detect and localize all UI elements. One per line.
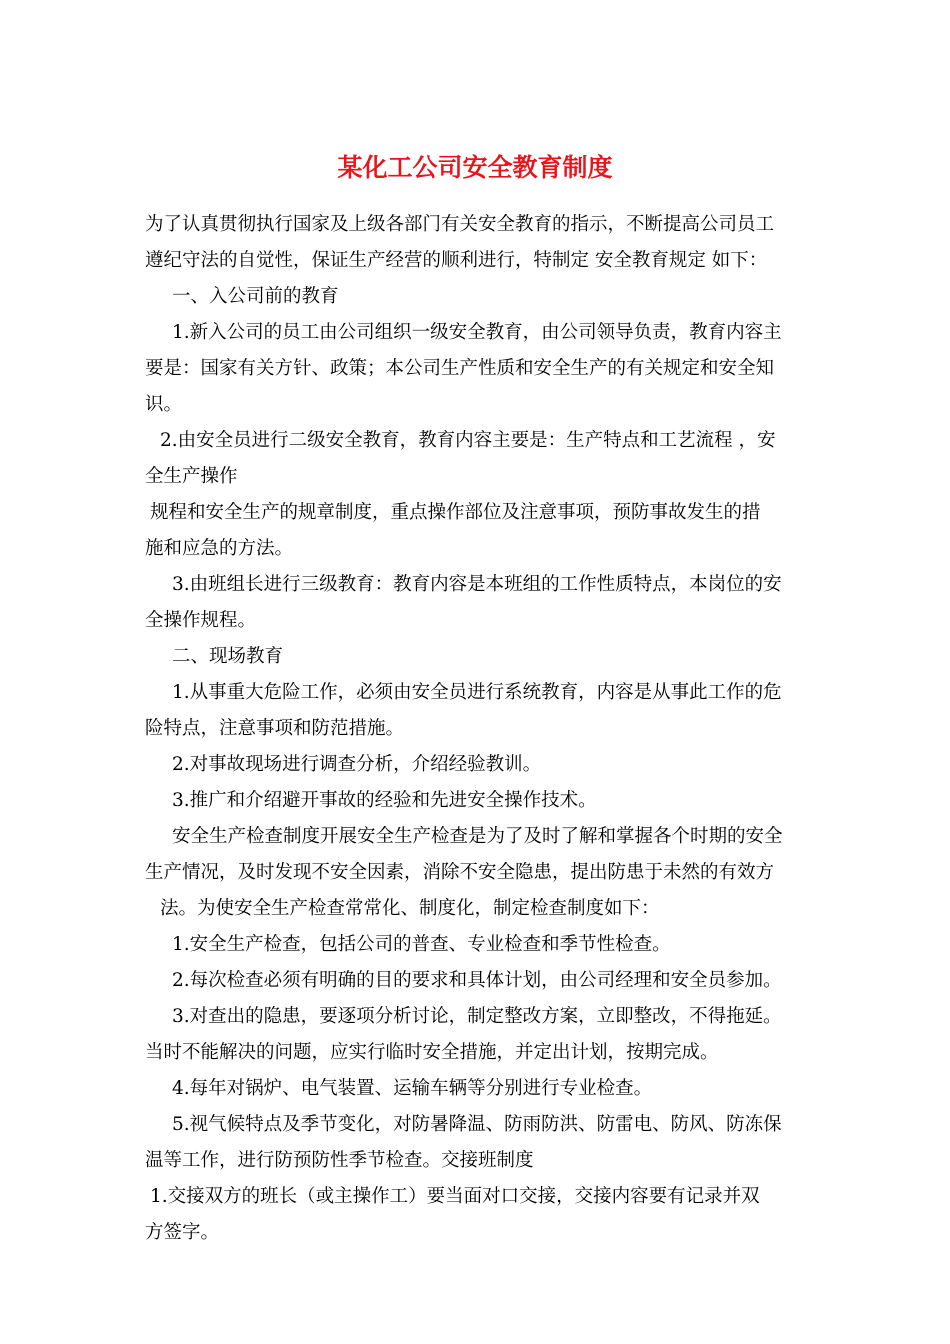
document-title: 某化工公司安全教育制度	[337, 153, 613, 182]
paragraph-line: 1.新入公司的员工由公司组织一级安全教育，由公司领导负责，教育内容主	[172, 322, 782, 343]
paragraph-line: 遵纪守法的自觉性，保证生产经营的顺利进行，特制定 安全教育规定 如下：	[145, 250, 768, 271]
paragraph-line: 3.由班组长进行三级教育：教育内容是本班组的工作性质特点，本岗位的安	[172, 574, 782, 595]
paragraph-line: 2.由安全员进行二级安全教育，教育内容主要是：生产特点和工艺流程 ，安	[160, 430, 776, 451]
paragraph-line: 1.安全生产检查，包括公司的普查、专业检查和季节性检查。	[172, 934, 671, 955]
paragraph-line: 全生产操作	[145, 466, 238, 487]
paragraph-line: 识。	[145, 394, 183, 415]
paragraph-line: 2.对事故现场进行调查分析，介绍经验教训。	[172, 754, 542, 775]
paragraph-line: 3.推广和介绍避开事故的经验和先进安全操作技术。	[172, 790, 597, 811]
paragraph-line: 温等工作，进行防预防性季节检查。交接班制度	[145, 1150, 534, 1171]
paragraph-line: 安全生产检查制度开展安全生产检查是为了及时了解和掌握各个时期的安全	[172, 826, 783, 847]
paragraph-line: 当时不能解决的问题，应实行临时安全措施，并定出计划，按期完成。	[145, 1042, 719, 1063]
paragraph-line: 为了认真贯彻执行国家及上级各部门有关安全教育的指示，不断提高公司员工	[145, 214, 775, 235]
paragraph-line: 施和应急的方法。	[145, 538, 294, 559]
paragraph-line: 生产情况，及时发现不安全因素，消除不安全隐患，提出防患于未然的有效方	[145, 862, 775, 883]
paragraph-line: 法。为使安全生产检查常常化、制度化，制定检查制度如下：	[160, 898, 660, 919]
paragraph-line: 1.从事重大危险工作，必须由安全员进行系统教育，内容是从事此工作的危	[172, 682, 782, 703]
paragraph-line: 1.交接双方的班长（或主操作工）要当面对口交接，交接内容要有记录并双	[150, 1186, 760, 1207]
paragraph-line: 4.每年对锅炉、电气装置、运输车辆等分别进行专业检查。	[172, 1078, 653, 1099]
paragraph-line: 要是：国家有关方针、政策；本公司生产性质和安全生产的有关规定和安全知	[145, 358, 775, 379]
paragraph-line: 一、入公司前的教育	[172, 286, 339, 307]
paragraph-line: 全操作规程。	[145, 610, 257, 631]
paragraph-line: 2.每次检查必须有明确的目的要求和具体计划，由公司经理和安全员参加。	[172, 970, 782, 991]
paragraph-line: 方签字。	[145, 1222, 220, 1243]
paragraph-line: 二、现场教育	[172, 646, 284, 667]
paragraph-line: 险特点，注意事项和防范措施。	[145, 718, 405, 739]
paragraph-line: 3.对查出的隐患，要逐项分析讨论，制定整改方案，立即整改，不得拖延。	[172, 1006, 782, 1027]
paragraph-line: 规程和安全生产的规章制度，重点操作部位及注意事项，预防事故发生的措	[150, 502, 761, 523]
paragraph-line: 5.视气候特点及季节变化，对防暑降温、防雨防洪、防雷电、防风、防冻保	[172, 1114, 782, 1135]
